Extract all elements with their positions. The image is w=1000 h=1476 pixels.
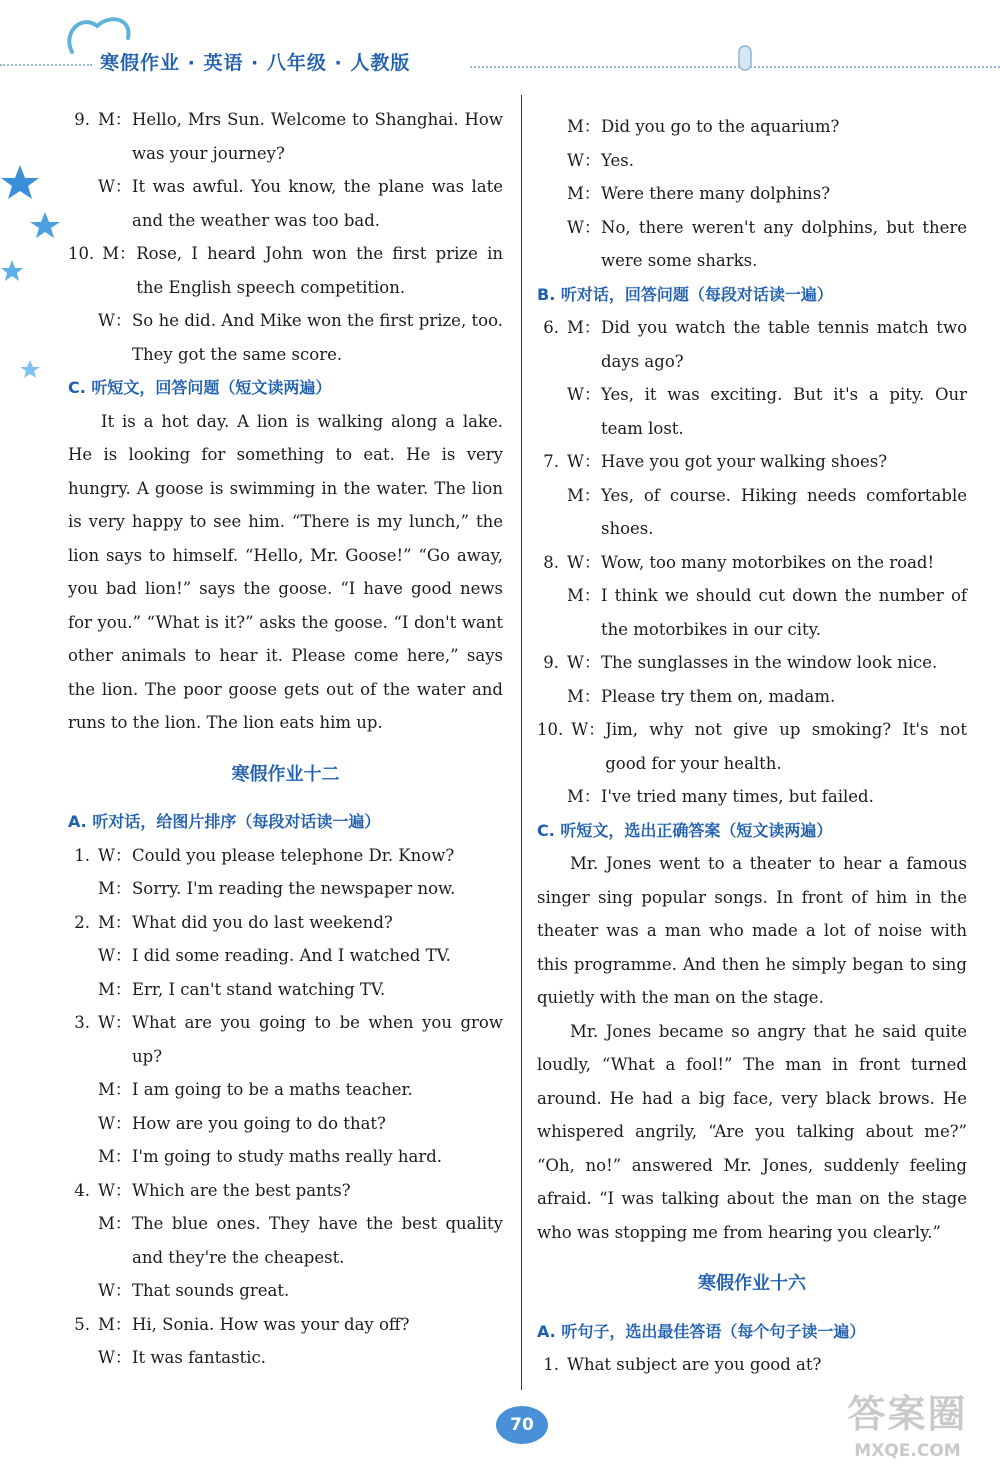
homework-16-title: 寒假作业十六 bbox=[698, 1273, 806, 1294]
dialogue-line bbox=[537, 646, 967, 680]
speaker: W： bbox=[98, 1281, 132, 1300]
dialogue-line bbox=[68, 839, 503, 873]
speaker: W： bbox=[98, 1180, 132, 1200]
speaker: M： bbox=[567, 686, 601, 706]
dialogue-line bbox=[68, 1107, 503, 1141]
pin-icon bbox=[736, 44, 756, 74]
dialogue-line bbox=[68, 1308, 503, 1342]
dialogue-line bbox=[537, 479, 967, 546]
dialogue-line bbox=[68, 973, 503, 1007]
dialogue-text: That sounds great. bbox=[132, 1281, 290, 1300]
column-divider bbox=[521, 95, 522, 1390]
speaker: M： bbox=[98, 1147, 132, 1166]
dialogue-line bbox=[537, 311, 967, 378]
speaker: W： bbox=[567, 653, 601, 672]
speaker: M： bbox=[98, 979, 132, 999]
speaker: W： bbox=[567, 150, 601, 170]
dialogue-text: Wow, too many motorbikes on the road! bbox=[601, 552, 935, 572]
speaker: M： bbox=[567, 318, 601, 337]
section-c-title: C. 听短文，回答问题（短文读两遍） bbox=[68, 378, 332, 397]
dialogue-text: Yes, of course. Hiking needs comfortable shoes. bbox=[601, 485, 967, 538]
dialogue-text: I am going to be a maths teacher. bbox=[132, 1080, 413, 1099]
dialogue-line bbox=[68, 1006, 503, 1073]
item-number: 6. bbox=[543, 318, 559, 337]
dialogue-text: I'm going to study maths really hard. bbox=[132, 1147, 443, 1166]
dialogue-text: What are you going to be when you grow up? bbox=[132, 1013, 503, 1066]
speaker: W： bbox=[98, 1013, 132, 1032]
section-a-title: A. 听对话，给图片排序（每段对话读一遍） bbox=[68, 812, 381, 831]
speaker: W： bbox=[98, 1348, 132, 1367]
section-a-title: A. 听句子，选出最佳答语（每个句子读一遍） bbox=[537, 1321, 866, 1341]
dialogue-line bbox=[68, 237, 503, 304]
dialogue-line bbox=[68, 1341, 503, 1375]
homework-12-title: 寒假作业十二 bbox=[231, 763, 340, 785]
dialogue-text: Did you go to the aquarium? bbox=[601, 117, 840, 136]
dialogue-line bbox=[68, 304, 503, 371]
dialogue-line bbox=[537, 144, 967, 178]
dialogue-line bbox=[68, 1140, 503, 1174]
watermark-url: MXQE.COM bbox=[854, 1441, 961, 1461]
question-line bbox=[537, 1348, 967, 1382]
item-number: 5. bbox=[74, 1314, 90, 1334]
dialogue-text: No, there weren't any dolphins, but there were some sharks. bbox=[601, 217, 967, 270]
passage-text: Mr. Jones became so angry that he said quite loudly, “What a fool!” The man in front turned around. He had a big face, very black brows. He whispered angrily, “Are you talking about me?” “Oh, no!” answered Mr. Jones, suddenly feeling afraid. “I was talking about the man on the stage who was stopping me from hearing you clearly.” bbox=[537, 1021, 967, 1242]
dialogue-text: Please try them on, madam. bbox=[601, 686, 836, 706]
item-number: 3. bbox=[74, 1013, 90, 1032]
dialogue-text: Jim, why not give up smoking? It's not good for your health. bbox=[605, 720, 967, 773]
item-number: 10. bbox=[68, 244, 95, 263]
dialogue-text: Yes, it was exciting. But it's a pity. Our team lost. bbox=[601, 385, 967, 438]
watermark-text: 答案圈 bbox=[847, 1392, 968, 1436]
speaker: W： bbox=[98, 946, 132, 965]
passage-text: Mr. Jones went to a theater to hear a famous singer sing popular songs. In front of him in the theater was a man who made a lot of noise with this programme. And then he simply began to sing quietly with the man on the stage. bbox=[537, 854, 967, 1007]
speaker: M： bbox=[567, 485, 601, 505]
speaker: W： bbox=[567, 217, 601, 237]
speaker: M： bbox=[98, 1314, 132, 1334]
dialogue-line bbox=[537, 780, 967, 814]
dialogue-text: So he did. And Mike won the first prize, too. They got the same score. bbox=[132, 311, 503, 364]
dialogue-text: Hello, Mrs Sun. Welcome to Shanghai. How was your journey? bbox=[132, 110, 503, 163]
speaker: M： bbox=[98, 110, 132, 129]
section-c-title: C. 听短文，选出正确答案（短文读两遍） bbox=[537, 820, 833, 840]
dialogue-text: Rose, I heard John won the first prize in the English speech competition. bbox=[136, 244, 503, 297]
section-b-title: B. 听对话，回答问题（每段对话读一遍） bbox=[537, 284, 833, 304]
speaker: W： bbox=[567, 552, 601, 572]
dialogue-line bbox=[537, 177, 967, 211]
dialogue-text: Hi, Sonia. How was your day off? bbox=[132, 1314, 410, 1334]
dialogue-line bbox=[537, 445, 967, 479]
speaker: M： bbox=[567, 586, 601, 605]
right-column bbox=[537, 110, 967, 1382]
speaker: W： bbox=[98, 845, 132, 865]
speaker: M： bbox=[102, 244, 136, 263]
speaker: W： bbox=[98, 1113, 132, 1133]
speaker: M： bbox=[567, 117, 601, 136]
header-title: 寒假作业 · 英语 · 八年级 · 人教版 bbox=[100, 52, 411, 74]
dialogue-line bbox=[68, 103, 503, 170]
dialogue-text: I've tried many times, but failed. bbox=[601, 787, 874, 806]
dialogue-text: Err, I can't stand watching TV. bbox=[132, 979, 386, 999]
speaker: W： bbox=[567, 452, 601, 471]
passage-text: It is a hot day. A lion is walking along a lake. He is looking for something to eat. He is very hungry. A goose is swimming in the water. The lion is very happy to see him. “There is my lunch,” the lion says to himself. “Hello, Mr. Goose!” “Go away, you bad lion!” says the goose. “I have good news for you.” “What is it?” asks the goose. “I don't want other animals to hear it. Please come here,” says the lion. The poor goose gets out of the water and runs to the lion. The lion eats him up. bbox=[68, 411, 503, 732]
dialogue-line bbox=[537, 546, 967, 580]
speaker: W： bbox=[567, 385, 601, 404]
dialogue-text: Which are the best pants? bbox=[132, 1180, 351, 1200]
item-number: 2. bbox=[74, 912, 90, 932]
dialogue-text: Could you please telephone Dr. Know? bbox=[132, 845, 455, 865]
item-number: 10. bbox=[537, 720, 564, 739]
dialogue-text: Sorry. I'm reading the newspaper now. bbox=[132, 879, 456, 898]
speaker: M： bbox=[567, 184, 601, 203]
item-number: 9. bbox=[74, 110, 90, 129]
dialogue-text: I think we should cut down the number of the motorbikes in our city. bbox=[601, 586, 967, 639]
dialogue-text: Have you got your walking shoes? bbox=[601, 452, 888, 471]
dialogue-line bbox=[68, 906, 503, 940]
speaker: M： bbox=[98, 912, 132, 932]
page-header bbox=[0, 0, 1000, 95]
watermark-logo bbox=[820, 1388, 995, 1472]
dialogue-line bbox=[68, 1274, 503, 1308]
dialogue-text: How are you going to do that? bbox=[132, 1113, 386, 1133]
dialogue-text: Were there many dolphins? bbox=[601, 184, 831, 203]
dialogue-line bbox=[537, 110, 967, 144]
item-number: 7. bbox=[543, 452, 559, 471]
header-right-rule bbox=[470, 66, 1000, 68]
item-number: 1. bbox=[74, 845, 90, 865]
header-left-rule bbox=[0, 64, 92, 66]
speaker: M： bbox=[98, 1214, 132, 1233]
dialogue-line bbox=[537, 579, 967, 646]
page-number: 70 bbox=[496, 1406, 548, 1444]
star-decoration-icon bbox=[0, 160, 70, 390]
item-number: 9. bbox=[543, 653, 559, 672]
speaker: W： bbox=[571, 720, 605, 739]
dialogue-line bbox=[68, 1073, 503, 1107]
item-number: 1. bbox=[543, 1355, 559, 1374]
dialogue-text: Yes. bbox=[601, 150, 634, 170]
dialogue-text: What did you do last weekend? bbox=[132, 912, 393, 932]
dialogue-line bbox=[537, 680, 967, 714]
speaker: M： bbox=[567, 787, 601, 806]
dialogue-line bbox=[68, 1207, 503, 1274]
dialogue-line bbox=[68, 939, 503, 973]
dialogue-text: Did you watch the table tennis match two days ago? bbox=[601, 318, 967, 371]
speaker: M： bbox=[98, 879, 132, 898]
dialogue-line bbox=[537, 378, 967, 445]
dialogue-line bbox=[68, 1174, 503, 1208]
dialogue-text: It was fantastic. bbox=[132, 1348, 266, 1367]
dialogue-line bbox=[68, 170, 503, 237]
left-column bbox=[68, 103, 503, 1375]
dialogue-line bbox=[537, 211, 967, 278]
item-number: 4. bbox=[74, 1180, 90, 1200]
dialogue-line bbox=[68, 872, 503, 906]
dialogue-text: The sunglasses in the window look nice. bbox=[601, 653, 938, 672]
dialogue-text: The blue ones. They have the best quality and they're the cheapest. bbox=[132, 1214, 503, 1267]
speaker: W： bbox=[98, 177, 132, 196]
dialogue-line bbox=[537, 713, 967, 780]
speaker: W： bbox=[98, 311, 132, 330]
question-text: What subject are you good at? bbox=[567, 1355, 822, 1374]
dialogue-text: I did some reading. And I watched TV. bbox=[132, 946, 451, 965]
speaker: M： bbox=[98, 1080, 132, 1099]
item-number: 8. bbox=[543, 552, 559, 572]
dialogue-text: It was awful. You know, the plane was late and the weather was too bad. bbox=[132, 177, 503, 230]
